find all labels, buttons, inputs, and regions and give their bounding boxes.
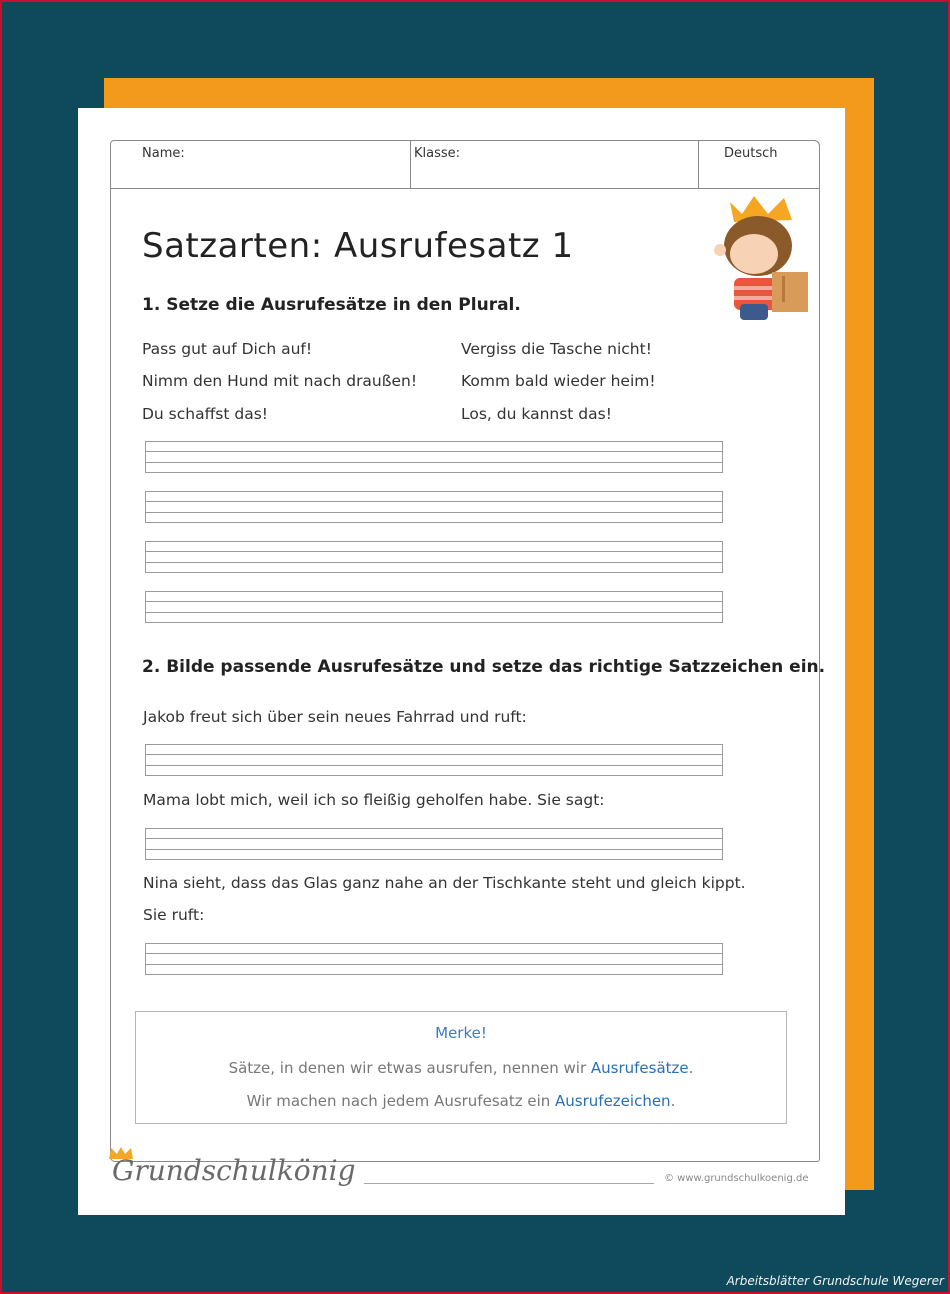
task-2-prompt: Jakob freut sich über sein neues Fahrrad und ruft: bbox=[143, 708, 527, 726]
merke-box bbox=[135, 1011, 787, 1124]
task-1-sentence: Pass gut auf Dich auf! bbox=[142, 340, 313, 358]
task-2-heading: 2. Bilde passende Ausrufesätze und setze das richtige Satzzeichen ein. bbox=[142, 657, 826, 677]
watermark-text: Arbeitsblätter Grundschule Wegerer bbox=[726, 1274, 944, 1288]
merke-rule-2 bbox=[136, 1092, 786, 1110]
writing-lines[interactable] bbox=[145, 828, 723, 860]
header-divider bbox=[698, 140, 699, 188]
writing-lines[interactable] bbox=[145, 943, 723, 975]
writing-lines[interactable] bbox=[145, 491, 723, 523]
task-1-heading: 1. Setze die Ausrufesätze in den Plural. bbox=[142, 295, 521, 315]
task-1-sentence: Los, du kannst das! bbox=[461, 405, 612, 423]
class-label: Klasse: bbox=[414, 146, 461, 161]
name-label: Name: bbox=[142, 146, 185, 161]
task-1-sentence: Komm bald wieder heim! bbox=[461, 372, 656, 390]
task-2-prompt: Mama lobt mich, weil ich so fleißig geholfen habe. Sie sagt: bbox=[143, 791, 605, 809]
task-2-prompt: Nina sieht, dass das Glas ganz nahe an der Tischkante steht und gleich kippt. bbox=[143, 874, 746, 892]
writing-lines[interactable] bbox=[145, 744, 723, 776]
task-1-sentence: Nimm den Hund mit nach draußen! bbox=[142, 372, 418, 390]
merke-text: Wir machen nach jedem Ausrufesatz ein bbox=[246, 1092, 556, 1110]
merke-title: Merke! bbox=[435, 1024, 487, 1042]
merke-highlight: Ausrufezeichen bbox=[555, 1092, 671, 1110]
page-title: Satzarten: Ausrufesatz 1 bbox=[142, 226, 574, 266]
writing-lines[interactable] bbox=[145, 591, 723, 623]
task-1-sentence: Vergiss die Tasche nicht! bbox=[461, 340, 652, 358]
merke-highlight: Ausrufesätze bbox=[590, 1059, 689, 1077]
footer-divider bbox=[364, 1183, 654, 1184]
grundschulkoenig-logo: Grundschulkönig bbox=[112, 1154, 356, 1187]
task-2-prompt: Sie ruft: bbox=[143, 906, 205, 924]
subject-label: Deutsch bbox=[724, 146, 778, 161]
copyright-text: © www.grundschulkoenig.de bbox=[664, 1173, 809, 1184]
merke-text: . bbox=[688, 1059, 694, 1077]
merke-text: . bbox=[670, 1092, 676, 1110]
merke-rule-1 bbox=[136, 1059, 786, 1077]
child-with-crown-illustration bbox=[712, 192, 812, 324]
task-1-sentence: Du schaffst das! bbox=[142, 405, 268, 423]
merke-text: Sätze, in denen wir etwas ausrufen, nennen wir bbox=[228, 1059, 591, 1077]
header-row bbox=[110, 140, 820, 189]
header-divider bbox=[410, 140, 411, 188]
writing-lines[interactable] bbox=[145, 441, 723, 473]
writing-lines[interactable] bbox=[145, 541, 723, 573]
